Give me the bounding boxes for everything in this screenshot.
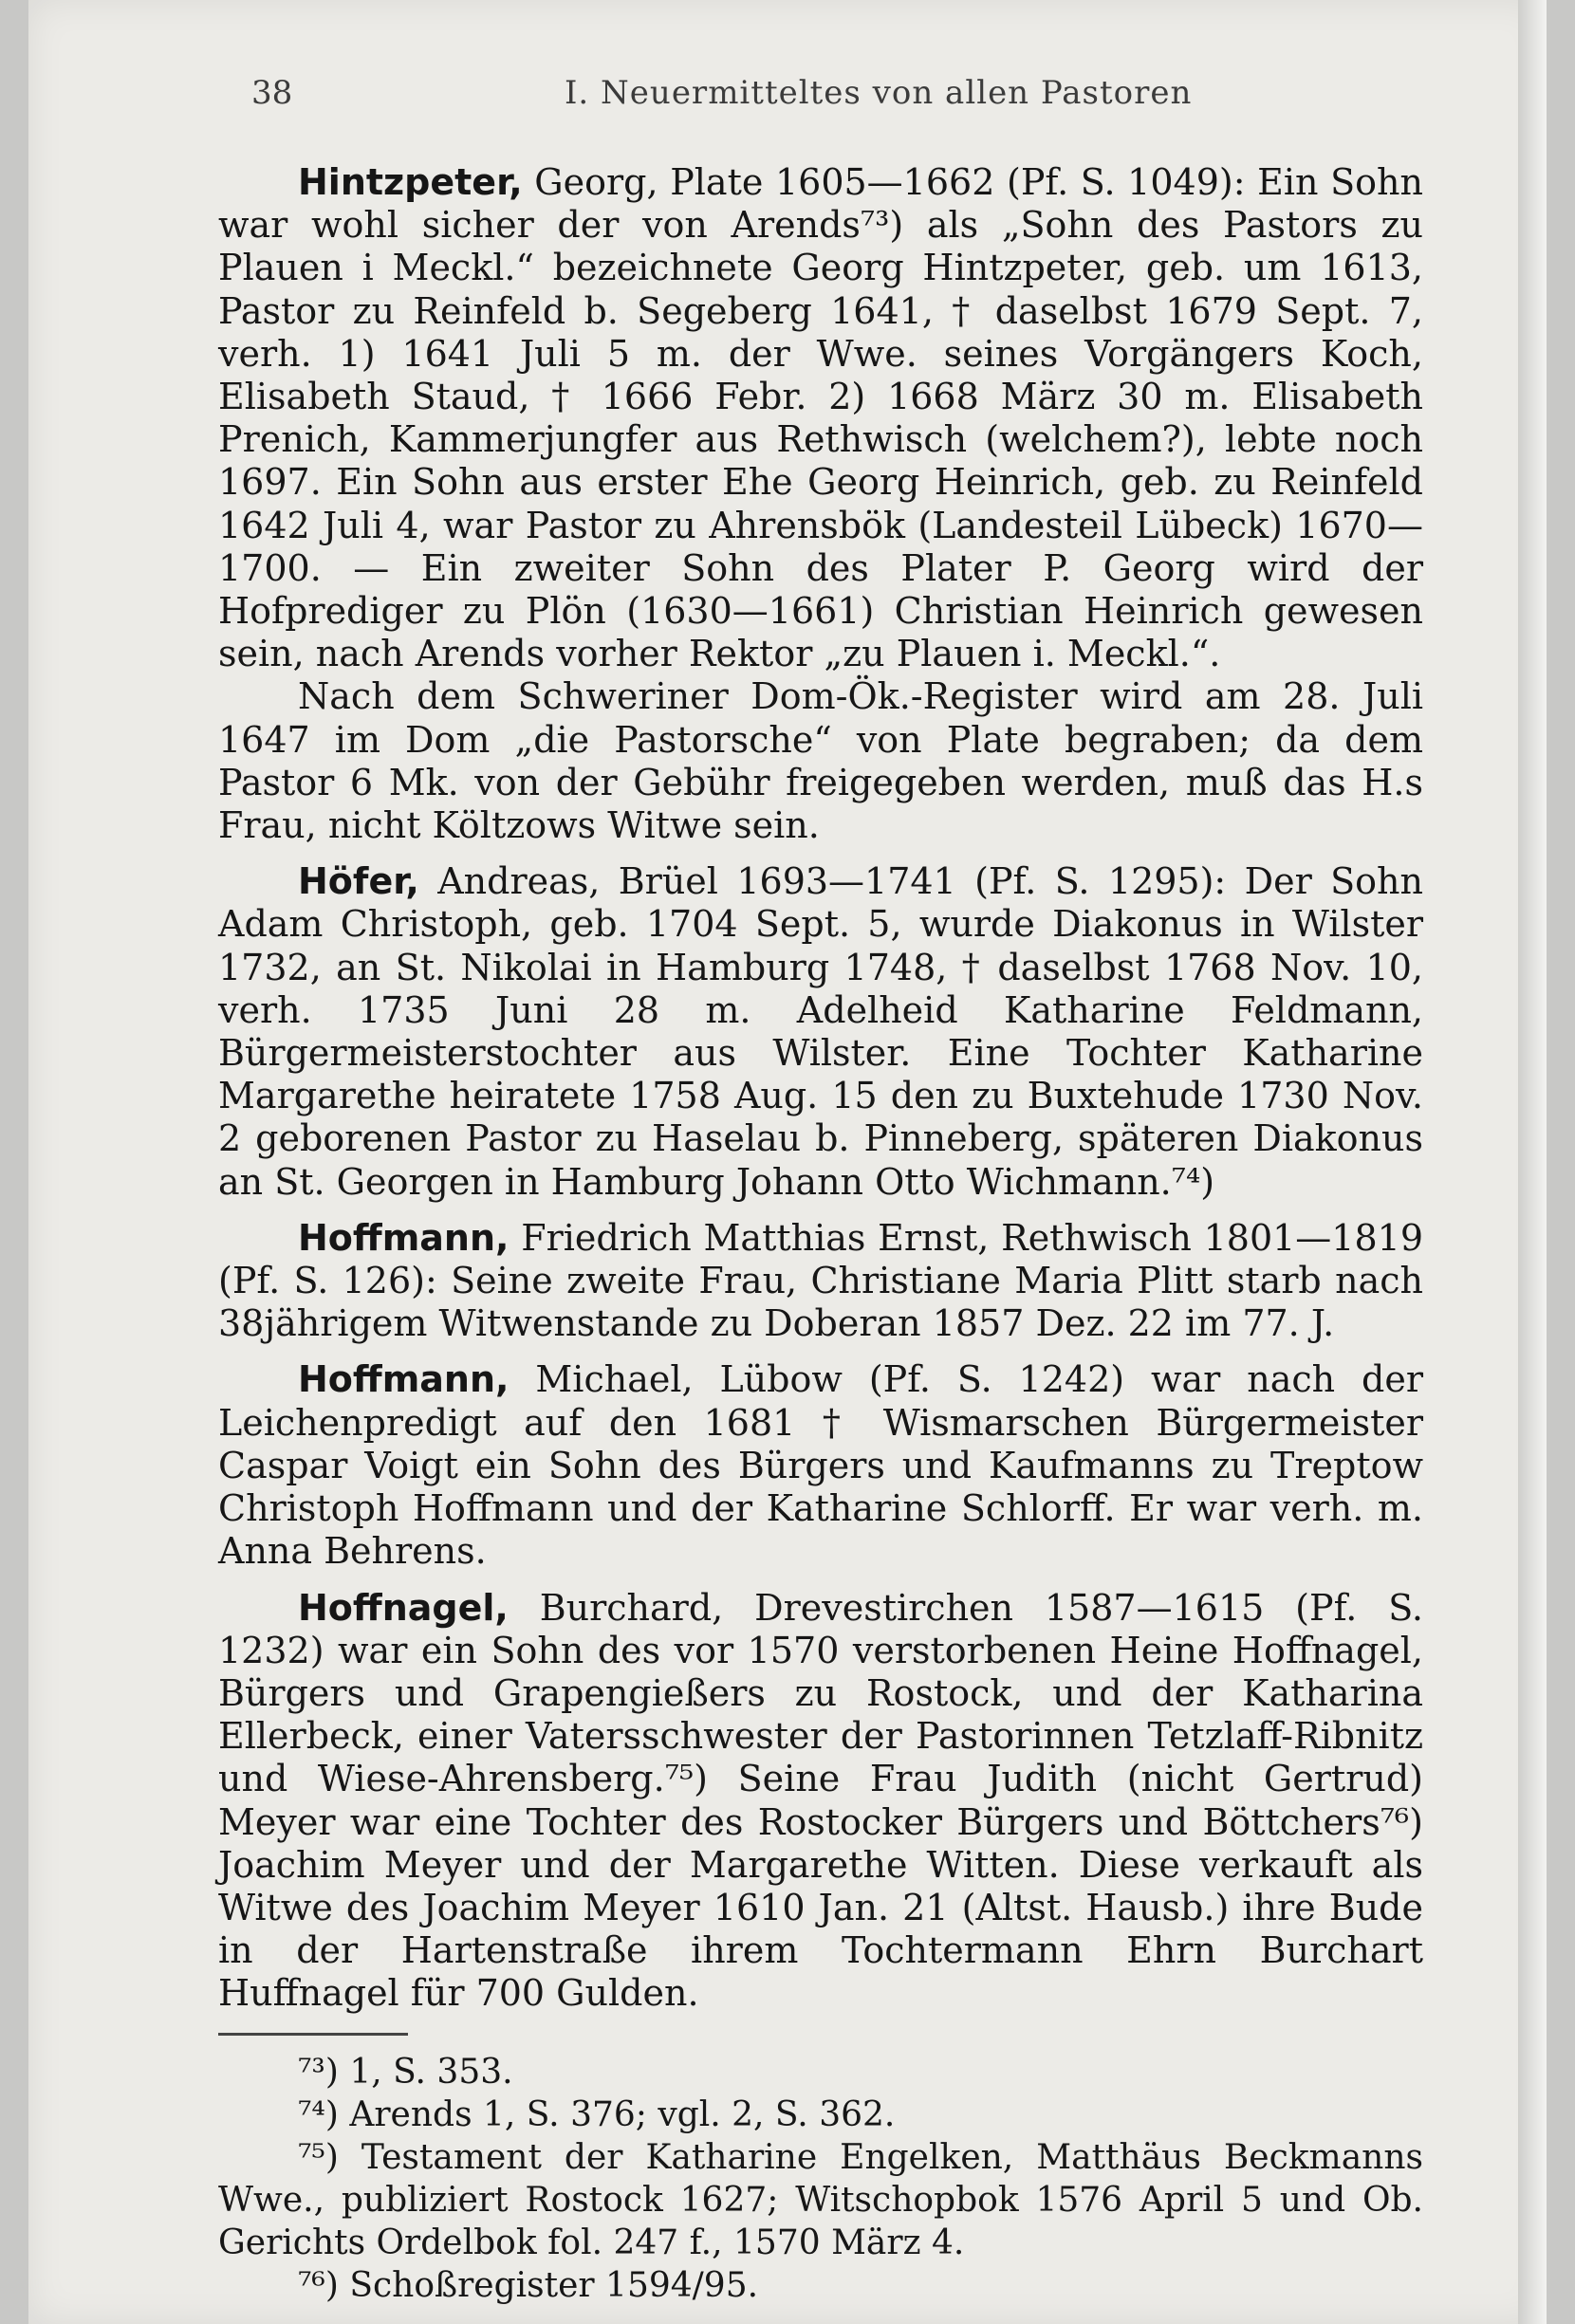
footnote-divider (218, 2033, 408, 2036)
entry-hintzpeter (218, 161, 1423, 675)
footnote-76: ⁷⁶) Schoßregister 1594/95. (298, 2265, 759, 2305)
body-text (218, 161, 1423, 2307)
page-header (223, 74, 1418, 121)
footnote-73: ⁷³) 1, S. 353. (298, 2052, 513, 2092)
entry-text: Burchard, Drevestirchen 1587—1615 (Pf. S. 1232) war ein Sohn des vor 1570 verstorbenen Heine Hoffnagel, Bürgers und Grapengießers zu Rostock, und der Katharina Ellerbeck, einer Vatersschwester der Pastorinnen Tetzlaff-Ribnitz und Wiese-Ahrensberg.⁷⁵) Seine Frau Judith (nicht Gertrud) Meyer war eine Tochter des Rostocker Bürgers und Böttchers⁷⁶) Joachim Meyer und der Margarethe Witten. Diese verkauft als Witwe des Joachim Meyer 1610 Jan. 21 (Altst. Hausb.) ihre Bude in der Hartenstraße ihrem Tochtermann Ehrn Burchart Huffnagel für 700 Gulden. (218, 1586, 1423, 2015)
running-title: I. Neuermitteltes von allen Pastoren (565, 74, 1193, 112)
document-page (28, 0, 1547, 2324)
entry-hoffmann-michael (218, 1358, 1423, 1573)
entry-hoffnagel (218, 1587, 1423, 2016)
entry-hoffmann-friedrich (218, 1217, 1423, 1346)
entry-text: Georg, Plate 1605—1662 (Pf. S. 1049): Ein Sohn war wohl sicher der von Arends⁷³) als „Sohn des Pastors zu Plauen i Meckl.“ bezeichnete Georg Hintzpeter, geb. um 1613, Pastor zu Reinfeld b. Segeberg 1641, † daselbst 1679 Sept. 7, verh. 1) 1641 Juli 5 m. der Wwe. seines Vorgängers Koch, Elisabeth Staud, † 1666 Febr. 2) 1668 März 30 m. Elisabeth Prenich, Kammerjungfer aus Rethwisch (welchem?), lebte noch 1697. Ein Sohn aus erster Ehe Georg Heinrich, geb. zu Reinfeld 1642 Juli 4, war Pastor zu Ahrensbök (Landesteil Lübeck) 1670—1700. — Ein zweiter Sohn des Plater P. Georg wird der Hofprediger zu Plön (1630—1661) Christian Heinrich gewesen sein, nach Arends vorher Rektor „zu Plauen i. Meckl.“. (218, 161, 1423, 675)
entry-text: Friedrich Matthias Ernst, Rethwisch 1801—1819 (Pf. S. 126): Seine zweite Frau, Christiane Maria Plitt starb nach 38jährigem Witwenstande zu Doberan 1857 Dez. 22 im 77. J. (218, 1216, 1423, 1345)
footnote-74: ⁷⁴) Arends 1, S. 376; vgl. 2, S. 362. (298, 2094, 896, 2134)
entry-continuation: Nach dem Schweriner Dom-Ök.-Register wird am 28. Juli 1647 im Dom „die Pastorsche“ von Plate begraben; da dem Pastor 6 Mk. von der Gebühr freigegeben werden, muß das H.s Frau, nicht Költzows Witwe sein. (218, 675, 1423, 847)
entry-name: Höfer, (298, 860, 419, 903)
entry-hoefer (218, 860, 1423, 1204)
entry-text: Andreas, Brüel 1693—1741 (Pf. S. 1295): Der Sohn Adam Christoph, geb. 1704 Sept. 5, wurde Diakonus in Wilster 1732, an St. Nikolai in Hamburg 1748, † daselbst 1768 Nov. 10, verh. 1735 Juni 28 m. Adelheid Katharine Feldmann, Bürgermeisterstochter aus Wilster. Eine Tochter Katharine Margarethe heiratete 1758 Aug. 15 den zu Buxtehude 1730 Nov. 2 geborenen Pastor zu Haselau b. Pinneberg, späteren Diakonus an St. Georgen in Hamburg Johann Otto Wichmann.⁷⁴) (218, 860, 1423, 1203)
entry-name: Hintzpeter, (298, 161, 523, 203)
entry-name: Hoffmann, (298, 1358, 510, 1401)
page-number: 38 (251, 74, 293, 112)
page-edge (1518, 0, 1547, 2324)
entry-text: Michael, Lübow (Pf. S. 1242) war nach der Leichenpredigt auf den 1681 † Wismarschen Bürgermeister Caspar Voigt ein Sohn des Bürgers und Kaufmanns zu Treptow Christoph Hoffmann und der Katharine Schlorff. Er war verh. m. Anna Behrens. (218, 1358, 1423, 1573)
entry-name: Hoffnagel, (298, 1586, 509, 1629)
footnote-75: ⁷⁵) Testament der Katharine Engelken, Matthäus Beckmanns Wwe., publiziert Rostock 1627; Witschopbok 1576 April 5 und Ob. Gerichts Ordelbok fol. 247 f., 1570 März 4. (218, 2137, 1423, 2262)
entry-name: Hoffmann, (298, 1216, 510, 1259)
